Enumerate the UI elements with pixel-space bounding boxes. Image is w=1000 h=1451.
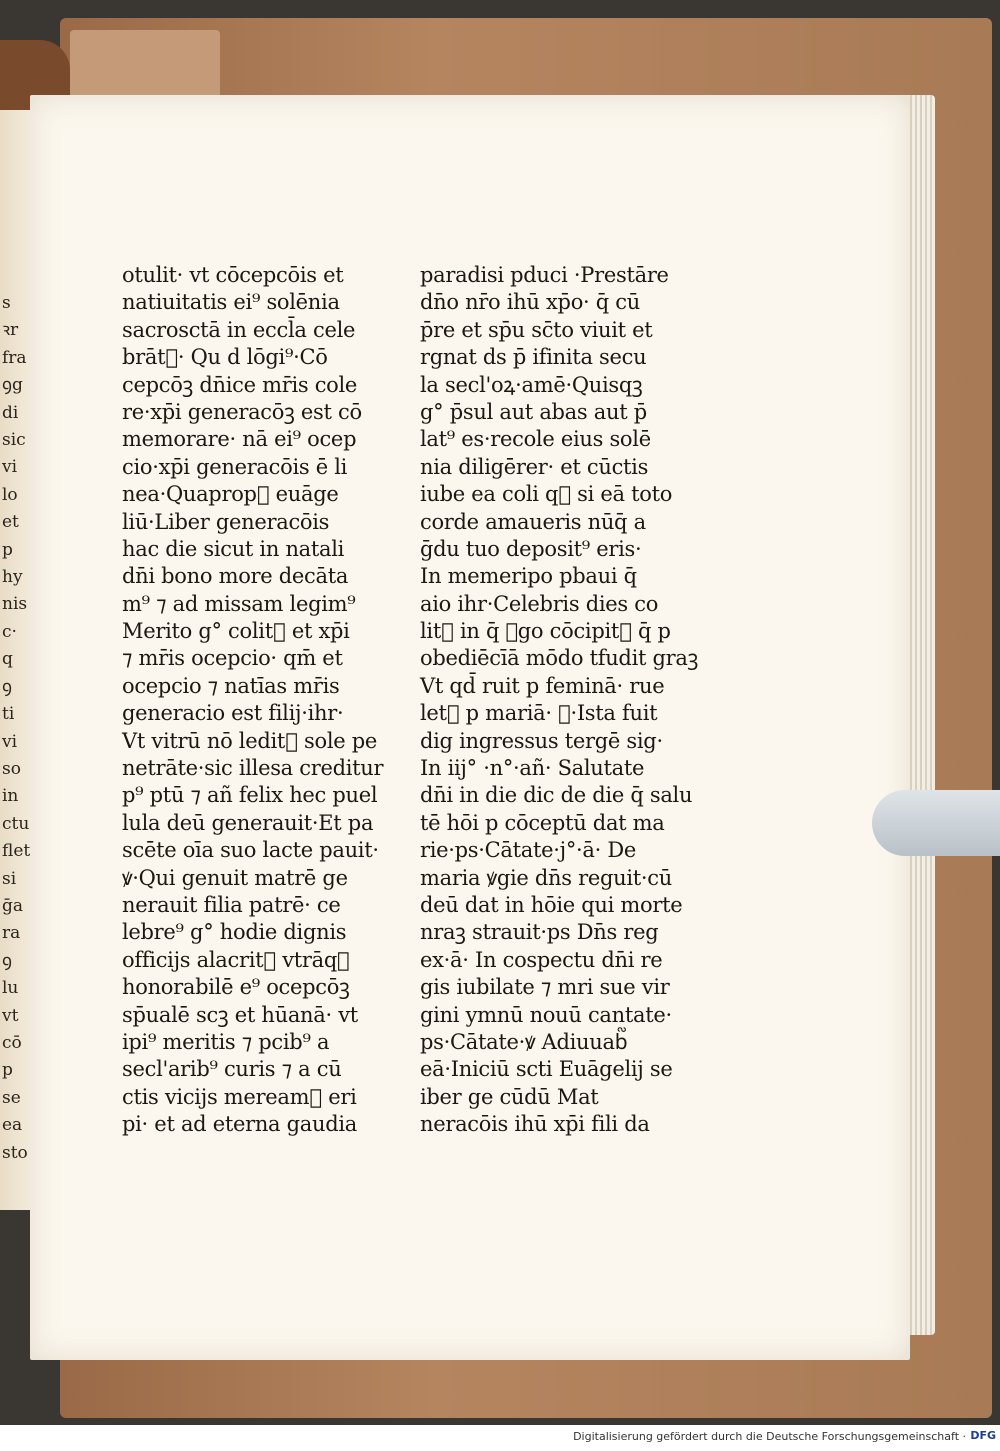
margin-fragment: q bbox=[2, 649, 13, 670]
text-line: g° p̄sul aut abas aut p̄ bbox=[420, 399, 647, 424]
text-line: hac die sicut in natali bbox=[122, 536, 345, 561]
text-line: brāt᷑· Qu d lōgi⁹·Cō bbox=[122, 345, 328, 370]
page-clip bbox=[872, 790, 1000, 856]
text-line: eā·Iniciū scti Euāgelij se bbox=[420, 1057, 673, 1082]
text-line: ipi⁹ meritis ⁊ pcib⁹ a bbox=[122, 1029, 330, 1054]
text-line: p̄re et sp̄u sc̄to viuit et bbox=[420, 317, 653, 342]
margin-fragment: vi bbox=[2, 731, 18, 752]
text-line: lat⁹ es·recole eius solē bbox=[420, 427, 651, 452]
margin-fragment: sto bbox=[2, 1142, 28, 1163]
text-line: cepcōꝫ dn̄ice mr̄is cole bbox=[122, 372, 358, 397]
text-line: nerauit filia patrē· ce bbox=[122, 892, 341, 917]
text-column-right bbox=[420, 262, 699, 1139]
text-line: netrāte·sic illesa creditur bbox=[122, 756, 384, 781]
text-line: corde amaueris nūq̄ a bbox=[420, 509, 646, 534]
margin-fragment: ra bbox=[2, 923, 21, 944]
margin-fragment: lo bbox=[2, 484, 18, 505]
margin-fragment: s bbox=[2, 293, 11, 313]
text-line: dn̄o nr̄o ihū xp̄o· q̄ cū bbox=[420, 290, 640, 315]
text-line: secl'arib⁹ curis ⁊ a cū bbox=[122, 1057, 342, 1082]
text-line: rgnat ds p̄ ifinita secu bbox=[420, 345, 647, 370]
margin-fragment: ḡa bbox=[2, 895, 24, 916]
text-line: gis iubilate ⁊ mri sue vir bbox=[420, 975, 670, 1000]
margin-fragment: ꝯ bbox=[2, 950, 12, 971]
text-line: iube ea coli q᷑ si eā toto bbox=[420, 482, 673, 507]
margin-fragment: vi bbox=[2, 457, 18, 478]
text-line: lebre⁹ g° hodie dignis bbox=[122, 920, 347, 945]
text-line: lit᷑ in q̄ ꝟgo cōcipit᷑ q̄ p bbox=[420, 619, 671, 644]
text-column-left bbox=[122, 262, 387, 1139]
text-line: sp̄ualē scꝫ et hūanā· vt bbox=[122, 1002, 358, 1027]
text-line: deū dat in hōie qui morte bbox=[420, 892, 683, 917]
margin-fragment: di bbox=[2, 402, 19, 423]
text-line: obediēcīā mōdo tfudit graꝫ bbox=[420, 646, 699, 671]
text-line: otulit· vt cōcepcōis et bbox=[122, 263, 344, 287]
margin-fragment: si bbox=[2, 868, 17, 889]
text-line: Vt vitrū nō ledit᷑ sole pe bbox=[122, 728, 378, 753]
margin-fragment: ti bbox=[2, 704, 15, 725]
footer-bar bbox=[0, 1425, 1000, 1451]
text-line: dn̄i in die dic de die q̄ salu bbox=[420, 783, 693, 808]
text-line: paradisi pduci ·Prestāre bbox=[420, 263, 669, 287]
margin-fragment: ꝯ bbox=[2, 676, 12, 697]
text-line: nia diligērer· et cūctis bbox=[420, 454, 649, 479]
text-line: scēte oīa suo lacte pauit· bbox=[122, 838, 379, 863]
margin-fragment: hy bbox=[2, 567, 23, 588]
text-line: aio ihr·Celebris dies co bbox=[420, 591, 659, 616]
text-line: re·xp̄i generacōꝫ est cō bbox=[122, 399, 362, 424]
text-line: generacio est filij·ihr· bbox=[122, 701, 344, 726]
text-line: natiuitatis ei⁹ solēnia bbox=[122, 290, 340, 315]
margin-fragment: so bbox=[2, 758, 21, 779]
text-line: memorare· nā ei⁹ ocep bbox=[122, 427, 357, 452]
text-line: ps·Cātate·ꝟ Adiuuab᷑ bbox=[420, 1029, 628, 1054]
text-line: In memeripo pbaui q̄ bbox=[420, 564, 637, 589]
margin-fragment: ꝯg bbox=[2, 375, 23, 396]
dfg-logo: DFG bbox=[970, 1429, 996, 1442]
text-line: honorabilē e⁹ ocepcōꝫ bbox=[122, 975, 350, 1000]
text-line: ctis vicijs meream᷑ eri bbox=[122, 1084, 357, 1109]
margin-fragment: flet bbox=[2, 841, 31, 862]
text-line: gini ymnū nouū cantate· bbox=[420, 1002, 672, 1027]
margin-fragment: lu bbox=[2, 978, 19, 999]
text-line: lula deū generauit·Et pa bbox=[122, 810, 374, 835]
margin-fragment: ea bbox=[2, 1115, 23, 1136]
margin-fragment: cō bbox=[2, 1032, 22, 1053]
cover-corner bbox=[70, 30, 220, 100]
margin-fragment: vt bbox=[2, 1005, 19, 1026]
margin-fragment: sic bbox=[2, 430, 26, 451]
margin-fragment: p bbox=[2, 1060, 13, 1081]
text-line: ꝟ·Qui genuit matrē ge bbox=[122, 865, 348, 890]
text-line: tē hōi p cōceptū dat ma bbox=[420, 810, 665, 835]
text-line: liū·Liber generacōis bbox=[122, 509, 330, 534]
margin-fragment: ctu bbox=[2, 813, 30, 834]
text-line: pi· et ad eterna gaudia bbox=[122, 1112, 358, 1137]
text-line: ⁊ mr̄is ocepcio· qm̄ et bbox=[122, 646, 343, 671]
text-line: In iij° ·n°·añ· Salutate bbox=[420, 756, 645, 781]
text-line: rie·ps·Cātate·j°·ā· De bbox=[420, 838, 637, 863]
text-line: maria ꝟgie dn̄s reguit·cū bbox=[420, 865, 672, 890]
funding-credit: Digitalisierung gefördert durch die Deutsche Forschungsgemeinschaft · bbox=[573, 1430, 966, 1443]
text-line: officijs alacrit᷑ vtrāqꝫ bbox=[122, 947, 350, 972]
text-line: let᷑ p mariā· ꝟ·Ista fuit bbox=[420, 701, 658, 726]
margin-fragment: p bbox=[2, 539, 13, 560]
facing-page-fragments bbox=[2, 290, 30, 1167]
text-line: dig ingressus tergē sig· bbox=[420, 728, 663, 753]
text-line: m⁹ ⁊ ad missam legim⁹ bbox=[122, 591, 356, 616]
text-line: nraꝫ strauit·ps Dn̄s reg bbox=[420, 920, 659, 945]
text-line: Merito g° colit᷑ et xp̄i bbox=[122, 619, 350, 644]
margin-fragment: in bbox=[2, 786, 19, 807]
text-line: Vt qd̄ ruit p feminā· rue bbox=[420, 673, 665, 698]
margin-fragment: se bbox=[2, 1087, 21, 1108]
margin-fragment: ꝛr bbox=[2, 320, 19, 341]
margin-fragment: c· bbox=[2, 621, 17, 642]
text-line: iber ge cūdū Mat bbox=[420, 1084, 599, 1109]
text-line: ocepcio ⁊ natīas mr̄is bbox=[122, 673, 340, 698]
text-line: neracōis ihū xp̄i fili da bbox=[420, 1112, 650, 1137]
text-line: ex·ā· In cospectu dn̄i re bbox=[420, 947, 663, 972]
margin-fragment: nis bbox=[2, 594, 28, 615]
text-line: ḡdu tuo deposit⁹ eris· bbox=[420, 536, 642, 561]
text-line: nea·Quaprop᷑ euāge bbox=[122, 482, 339, 507]
text-line: dn̄i bono more decāta bbox=[122, 564, 349, 589]
text-line: sacrosctā in eccl̄a cele bbox=[122, 317, 356, 342]
margin-fragment: fra bbox=[2, 347, 27, 368]
text-line: la secl'oꝝ·amē·Quisqꝫ bbox=[420, 372, 643, 397]
margin-fragment: et bbox=[2, 512, 19, 533]
text-line: p⁹ ptū ⁊ añ felix hec puel bbox=[122, 783, 378, 808]
text-line: cio·xp̄i generacōis ē li bbox=[122, 454, 348, 479]
